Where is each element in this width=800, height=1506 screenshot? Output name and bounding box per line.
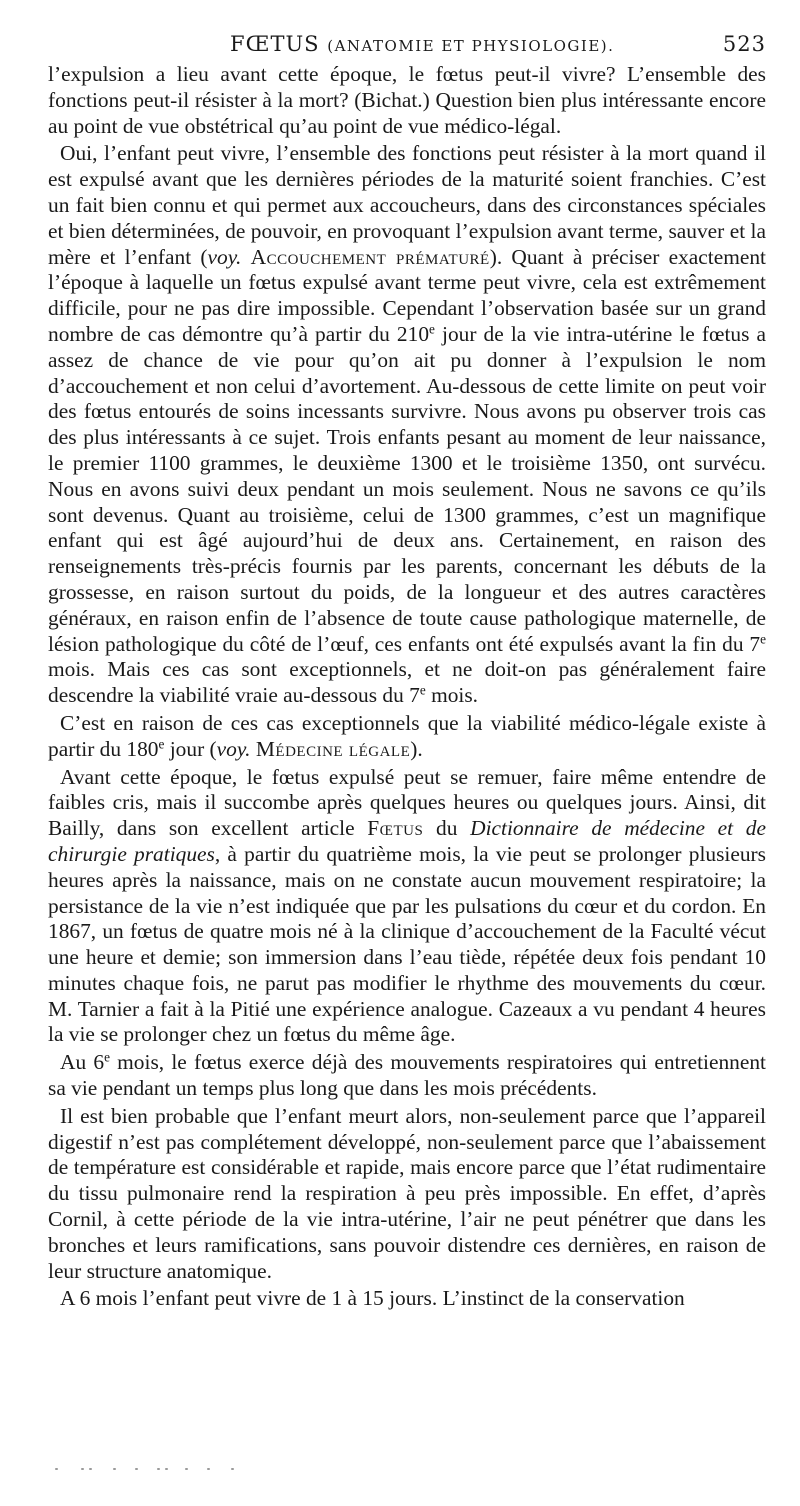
paragraph-4 — [48, 765, 766, 1049]
paragraph-3 — [48, 711, 766, 763]
ordinal-suffix: e — [104, 1049, 110, 1065]
scan-speck — [231, 1468, 234, 1470]
body-text — [48, 62, 766, 1312]
paragraph-3-part-a: C’est en raison de ces cas exceptionnels que la viabilité médico-légale existe à partir du 180 — [48, 710, 766, 761]
ordinal-suffix: e — [429, 321, 435, 337]
running-head — [48, 30, 766, 62]
paragraph-5-part-a: Au 6 — [60, 1050, 105, 1075]
scan-specks — [55, 1468, 255, 1476]
scan-speck — [81, 1468, 84, 1470]
paragraph-1: l’expulsion a lieu avant cette époque, le fœtus peut-il vivre? L’ensemble des fonctions peut-il résister à la mort? (Bichat.) Question bien plus intéressante encore au point de vue obstétrical qu’au point de vue médico-légal. — [48, 62, 766, 138]
cross-reference-medecine-legale: Médecine légale — [255, 736, 411, 761]
scan-speck — [185, 1468, 188, 1470]
paragraph-6: Il est bien probable que l’enfant meurt alors, non-seulement parce que l’appareil digestif n’est pas complétement développé, non-seulement parce que l’abaissement de température est considérable et rapide, mais encore parce que l’état rudimentaire du tissu pulmonaire rend la respiration à peu près impossible. En effet, d’après Cornil, à cette période de la vie intra-utérine, l’air ne peut pénétrer que dans les bronches et leurs ramifications, sans pouvoir distendre ces dernières, en raison de leur structure anatomique. — [48, 1103, 766, 1283]
paragraph-3-part-c: ). — [410, 736, 423, 761]
paragraph-2 — [48, 141, 766, 709]
cross-reference-accouchement: Accouchement prématuré — [250, 244, 490, 269]
paragraph-2-part-c: jour de la vie intra-utérine le fœtus a assez de chance de vie pour qu’on ait pu donner à l’expulsion le nom d’accouchement et non celui d’avortement. Au-dessous de cette limite on peut voir des fœtus entourés de soins incessants survivre. Nous avons pu observer trois cas des plus intéressants à ce sujet. Trois enfants pesant au moment de leur naissance, le premier 1100 grammes, le deuxième 1300 et le troisième 1350, ont survécu. Nous en avons suivi deux pendant un mois seulement. Nous ne savons ce qu’ils sont devenus. Quant au troisième, celui de 1300 grammes, c’est un magnifique enfant qui est âgé aujourd’hui de deux ans. Certainement, en raison des renseignements très-précis fournis par les parents, concernant les débuts de la grossesse, en raison surtout du poids, de la longueur et des autres caractères généraux, en raison enfin de l’absence de toute cause pathologique maternelle, de lésion pathologique du côté de l’œuf, ces enfants ont été expulsés avant la fin du 7 — [48, 321, 766, 656]
cross-reference-voy: voy. — [207, 244, 242, 269]
scan-speck — [135, 1468, 138, 1470]
paragraph-3-part-b: jour ( — [164, 736, 217, 761]
paragraph-4-part-b: du — [423, 816, 471, 841]
article-reference: Fœtus — [367, 816, 424, 841]
ordinal-suffix: e — [760, 631, 766, 647]
paragraph-5-part-b: mois, le fœtus exerce déjà des mouvements respiratoires qui entretiennent sa vie pendant un temps plus long que dans les mois précédents. — [48, 1050, 766, 1101]
paragraph-4-part-c: , à partir du quatrième mois, la vie peut se prolonger plusieurs heures après la naissance, mais on ne constate aucun mouvement respiratoire; la persistance de la vie n’est indiquée que par les pulsations du cœur et du cordon. En 1867, un fœtus de quatre mois né à la clinique d’accouchement de la Faculté vécut une heure et demie; son immersion dans l’eau tiède, répétée deux fois pendant 10 minutes chaque fois, ne parut pas modifier le rhythme des mouvements du cœur. M. Tarnier a fait à la Pitié une expérience analogue. Cazeaux a vu pendant 4 heures la vie se prolonger chez un fœtus du même âge. — [48, 841, 766, 1047]
paragraph-5 — [48, 1050, 766, 1102]
running-head-main: FŒTUS — [230, 32, 320, 56]
cross-reference-voy: voy. — [216, 736, 251, 761]
ordinal-suffix: e — [419, 682, 426, 698]
paragraph-4-part-a: Avant cette époque, le fœtus expulsé peut se remuer, faire même entendre de faibles cris, mais il succombe après quelques heures ou quelques jours. Ainsi, dit Bailly, dans son excellent article — [48, 764, 766, 841]
ordinal-suffix: e — [158, 736, 165, 752]
scan-speck — [165, 1468, 168, 1470]
paragraph-2-part-d: mois. Mais ces cas sont exceptionnels, et ne doit-on pas généralement faire descendre la viabilité vraie au-dessous du 7 — [48, 657, 766, 708]
paragraph-2-part-b: ). Quant à préciser exactement l’époque à laquelle un fœtus expulsé avant terme peut vivre, cela est extrêmement difficile, pour ne pas dire impossible. Cependant l’observation basée sur un grand nombre de cas démontre qu’à partir du 210 — [48, 244, 766, 346]
paragraph-2-part-e: mois. — [425, 683, 479, 708]
scan-speck — [113, 1468, 116, 1470]
paragraph-2-part-a: Oui, l’enfant peut vivre, l’ensemble des fonctions peut résister à la mort quand il est expulsé avant que les dernières périodes de la maturité soient franchies. C’est un fait bien connu et qui permet aux accoucheurs, dans des circonstances spéciales et bien déterminées, de pouvoir, en provoquant l’expulsion avant terme, sauver et la mère et l’enfant ( — [48, 141, 766, 269]
dictionary-title: Dictionnaire de médecine et de chirurgie pratiques — [48, 816, 766, 866]
scan-speck — [207, 1468, 210, 1470]
scan-speck — [55, 1468, 58, 1470]
running-head-title — [230, 32, 614, 56]
scan-speck — [157, 1468, 160, 1470]
page-number: 523 — [722, 32, 766, 56]
paragraph-7: A 6 mois l’enfant peut vivre de 1 à 15 jours. L’instinct de la conservation — [60, 1286, 685, 1311]
running-head-subtitle: (ANATOMIE ET PHYSIOLOGIE). — [327, 37, 615, 55]
scan-speck — [89, 1468, 92, 1470]
